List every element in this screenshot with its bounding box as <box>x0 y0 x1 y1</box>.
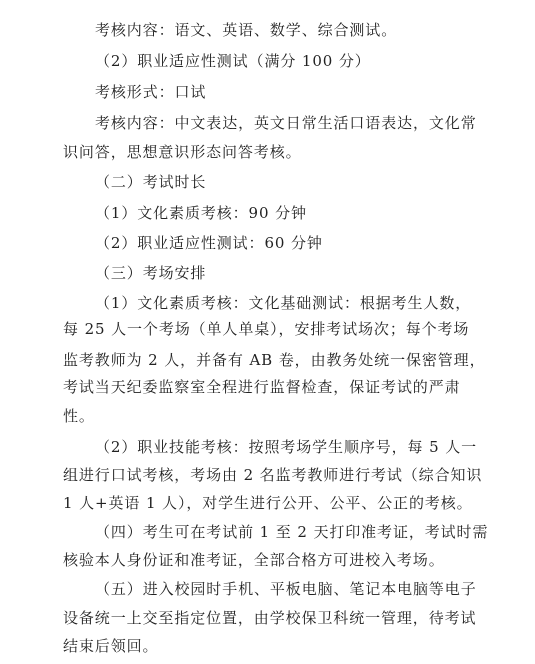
text-line: （2）职业适应性测试：60 分钟 <box>95 234 323 252</box>
text-line: 考核内容：中文表达，英文日常生活口语表达，文化常 <box>95 114 477 132</box>
text-line: （2）职业技能考核：按照考场学生顺序号，每 5 人一 <box>95 438 478 456</box>
text-line: 考核形式：口试 <box>95 83 207 101</box>
section-heading: （二）考试时长 <box>95 173 207 191</box>
text-line: （四）考生可在考试前 1 至 2 天打印准考证，考试时需 <box>95 523 489 541</box>
text-line: （1）文化素质考核：文化基础测试：根据考生人数， <box>95 294 472 312</box>
text-line: 组进行口试考核，考场由 2 名监考教师进行考试（综合知识 <box>63 466 483 484</box>
text-line: 核验本人身份证和准考证，全部合格方可进校入考场。 <box>63 551 445 569</box>
text-line: 每 25 人一个考场（单人单桌），安排考试场次；每个考场 <box>63 320 470 338</box>
text-line: 结束后领回。 <box>63 637 159 655</box>
text-line: 1 人+英语 1 人），对学生进行公开、公平、公正的考核。 <box>63 494 473 512</box>
text-line: 考试当天纪委监察室全程进行监督检查，保证考试的严肃 <box>63 378 461 396</box>
text-line: 识问答，思想意识形态问答考核。 <box>63 143 302 161</box>
section-heading: （三）考场安排 <box>95 264 207 282</box>
text-line: 性。 <box>63 407 95 425</box>
text-line: （五）进入校园时手机、平板电脑、笔记本电脑等电子 <box>95 580 477 598</box>
text-line: 监考教师为 2 人，并备有 AB 卷，由教务处统一保密管理， <box>63 351 486 369</box>
text-line: （1）文化素质考核：90 分钟 <box>95 204 307 222</box>
text-line: 设备统一上交至指定位置，由学校保卫科统一管理，待考试 <box>63 609 477 627</box>
text-line: （2）职业适应性测试（满分 100 分） <box>95 52 371 70</box>
text-line: 考核内容：语文、英语、数学、综合测试。 <box>95 21 398 39</box>
